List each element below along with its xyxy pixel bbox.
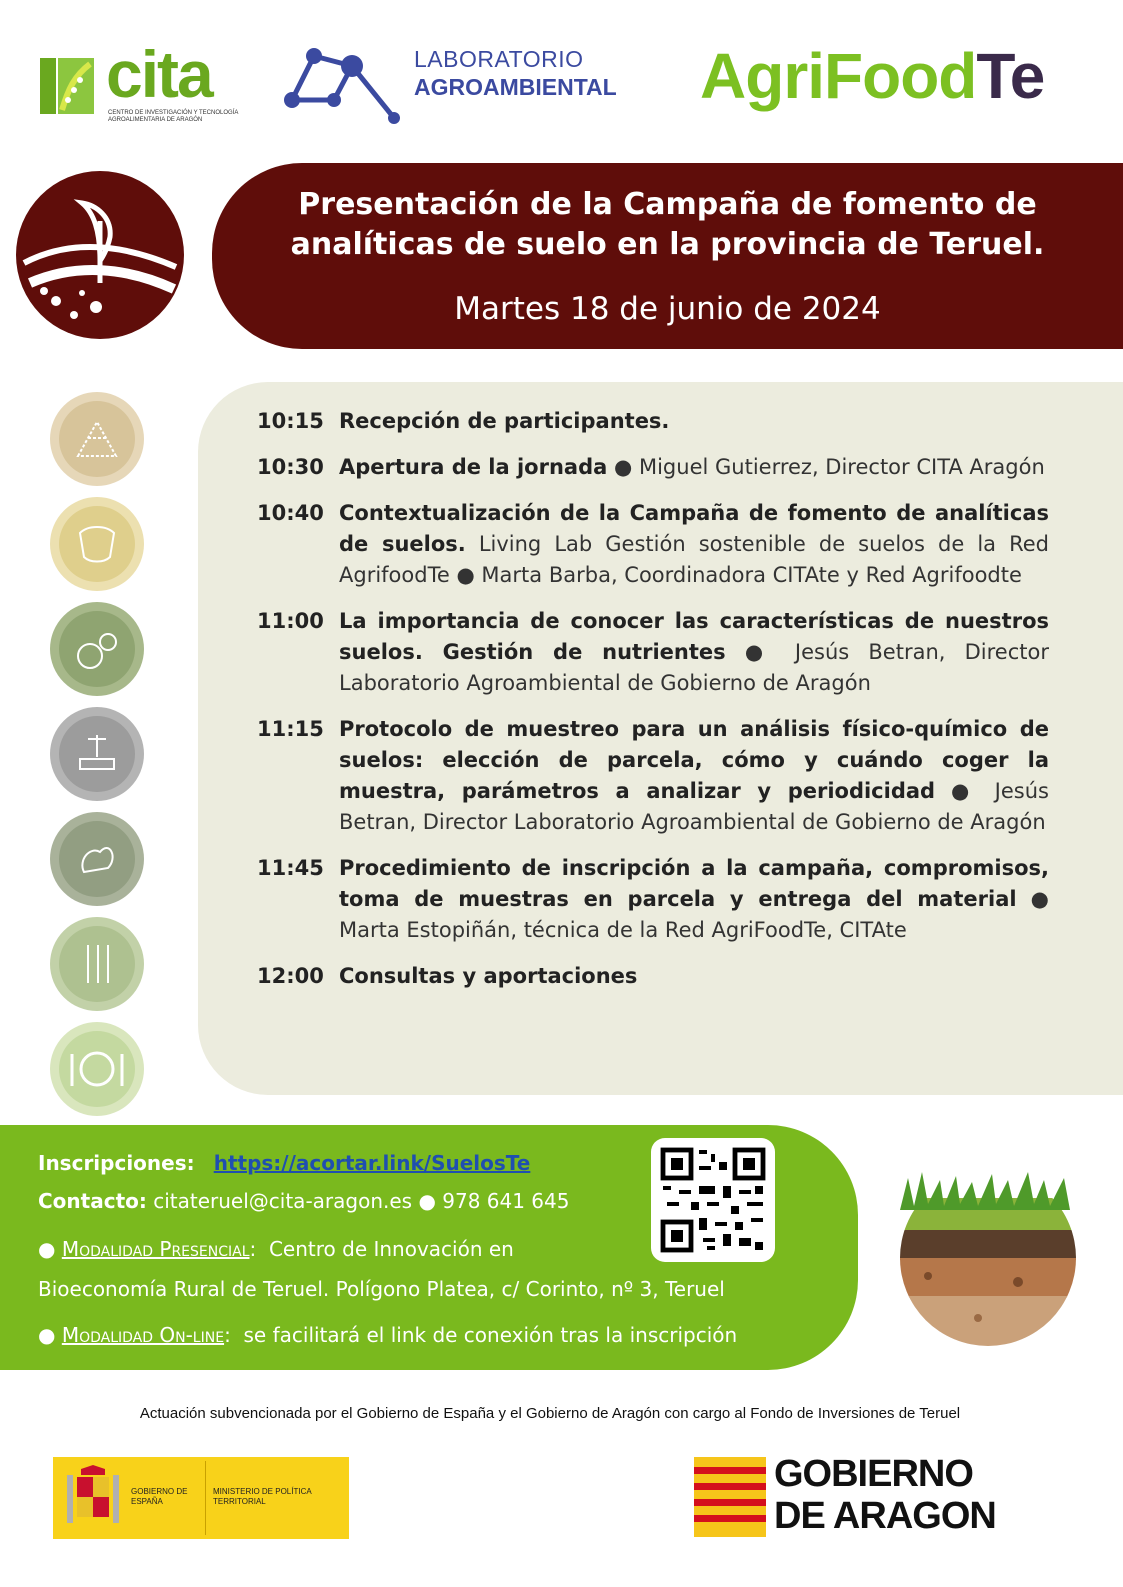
presencial-value: Centro de Innovación en <box>268 1237 514 1261</box>
cita-leaf-icon <box>40 50 98 120</box>
qr-code[interactable] <box>651 1138 775 1262</box>
agenda-item <box>257 714 1049 838</box>
gobierno-aragon-logo <box>694 1455 1054 1545</box>
inscripciones-line <box>38 1151 530 1175</box>
agenda-title: Procedimiento de inscripción a la campaña, compromisos, toma de muestras en parcela y entrega del material <box>339 856 1049 911</box>
online-line: ● Modalidad On-line: se facilitará el link de conexión tras la inscripción <box>38 1323 738 1347</box>
event-date: Martes 18 de junio de 2024 <box>454 291 881 327</box>
fruit-icon <box>48 600 146 698</box>
agenda-title: Consultas y aportaciones <box>339 964 638 988</box>
machinery-icon <box>48 705 146 803</box>
agenda-title: Protocolo de muestreo para un análisis físico-químico de suelos: elección de parcela, cómo y cuándo coger la muestra, parámetros a analizar y periodicidad <box>339 717 1049 803</box>
inscripciones-link[interactable]: https://acortar.link/SuelosTe <box>213 1151 531 1175</box>
vegetables-icon <box>48 810 146 908</box>
ministerio-text: MINISTERIO DE POLÍTICA TERRITORIAL <box>213 1487 312 1506</box>
presencial-label: Modalidad Presencial <box>61 1237 250 1261</box>
presencial-line: ● Modalidad Presencial: Centro de Innovación en <box>38 1237 514 1261</box>
agenda-item <box>257 606 1049 699</box>
gobierno-espana-text: GOBIERNO DE ESPAÑA <box>131 1487 188 1506</box>
agenda-list <box>257 406 1049 1007</box>
cow-icon <box>48 495 146 593</box>
gobierno-aragon-text <box>774 1453 996 1537</box>
subsidy-notice: Actuación subvencionada por el Gobierno de España y el Gobierno de Aragón con cargo al Fondo de Inversiones de Teruel <box>139 1405 961 1422</box>
agrifoodte-logo <box>700 34 1090 124</box>
agenda-time: 12:00 <box>257 964 324 988</box>
decorative-icon-column <box>48 390 146 1125</box>
agrifoodte-part1: AgriFood <box>700 40 977 112</box>
agenda-time: 10:30 <box>257 455 324 479</box>
laboratorio-logo <box>282 40 662 126</box>
cita-logo <box>40 37 240 126</box>
agrifoodte-part2: Te <box>976 40 1045 112</box>
laboratorio-line2: AGROAMBIENTAL <box>414 74 617 100</box>
event-title-line1: Presentación de la Campaña de fomento de <box>298 187 1037 222</box>
divider <box>205 1461 206 1535</box>
wheat-icon <box>48 915 146 1013</box>
agenda-title: Apertura de la jornada <box>339 455 608 479</box>
aragon-flag-icon <box>694 1457 766 1537</box>
agenda-item <box>257 452 1049 483</box>
cita-wordmark: cita <box>106 37 212 111</box>
online-value: se facilitará el link de conexión tras la inscripción <box>243 1323 738 1347</box>
agenda-title: Contextualización de la Campaña de fomento de analíticas de suelos. <box>339 501 1049 556</box>
agenda-title: Recepción de participantes. <box>339 409 670 433</box>
agenda-time: 10:15 <box>257 409 324 433</box>
gobierno-aragon-line1: GOBIERNO <box>774 1453 973 1495</box>
agenda-speaker: Living Lab Gestión sostenible de suelos de la Red AgrifoodTe ● Marta Barba, Coordinadora CITAte y Red Agrifoodte <box>339 532 1049 587</box>
mountain-icon <box>48 390 146 488</box>
agenda-title: La importancia de conocer las características de nuestros suelos. Gestión de nutrientes <box>339 609 1049 664</box>
agenda-time: 10:40 <box>257 501 324 525</box>
dish-icon <box>48 1020 146 1118</box>
agenda-time: 11:15 <box>257 717 324 741</box>
agenda-time: 11:45 <box>257 856 324 880</box>
agenda-item <box>257 961 1049 992</box>
molecule-icon <box>282 44 402 124</box>
agenda-speaker: ● Miguel Gutierrez, Director CITA Aragón <box>613 455 1045 479</box>
soil-profile-icon <box>888 1158 1088 1348</box>
agenda-speaker: ● Marta Estopiñán, técnica de la Red AgriFoodTe, CITAte <box>339 887 1049 942</box>
soil-seedling-emblem-icon <box>16 171 184 339</box>
agenda-item <box>257 406 1049 437</box>
contacto-line <box>38 1189 569 1213</box>
title-band <box>212 163 1123 349</box>
gobierno-aragon-line2: DE ARAGON <box>774 1495 996 1537</box>
agenda-time: 11:00 <box>257 609 324 633</box>
gobierno-espana-logo <box>53 1457 349 1539</box>
laboratorio-line1: LABORATORIO <box>414 46 584 72</box>
inscripciones-label: Inscripciones: <box>38 1151 195 1175</box>
online-label: Modalidad On-line <box>61 1323 225 1347</box>
agenda-item <box>257 498 1049 591</box>
presencial-address: Bioeconomía Rural de Teruel. Polígono Platea, c/ Corinto, nº 3, Teruel <box>38 1277 725 1301</box>
spain-coat-of-arms-icon <box>63 1465 123 1531</box>
agenda-speaker: ● Jesús Betran, Director Laboratorio Agroambiental de Gobierno de Aragón <box>339 779 1049 834</box>
agenda-speaker: ● Jesús Betran, Director Laboratorio Agroambiental de Gobierno de Aragón <box>339 640 1049 695</box>
event-title-line2: analíticas de suelo en la provincia de Teruel. <box>290 227 1045 262</box>
contacto-value: citateruel@cita-aragon.es ● 978 641 645 <box>153 1189 570 1213</box>
event-title <box>212 185 1123 265</box>
cita-subtitle: CENTRO DE INVESTIGACIÓN Y TECNOLOGÍA AGROALIMENTARIA DE ARAGÓN <box>108 110 239 123</box>
qr-code-icon <box>651 1138 775 1262</box>
agenda-item <box>257 853 1049 946</box>
contacto-label: Contacto: <box>38 1189 147 1213</box>
